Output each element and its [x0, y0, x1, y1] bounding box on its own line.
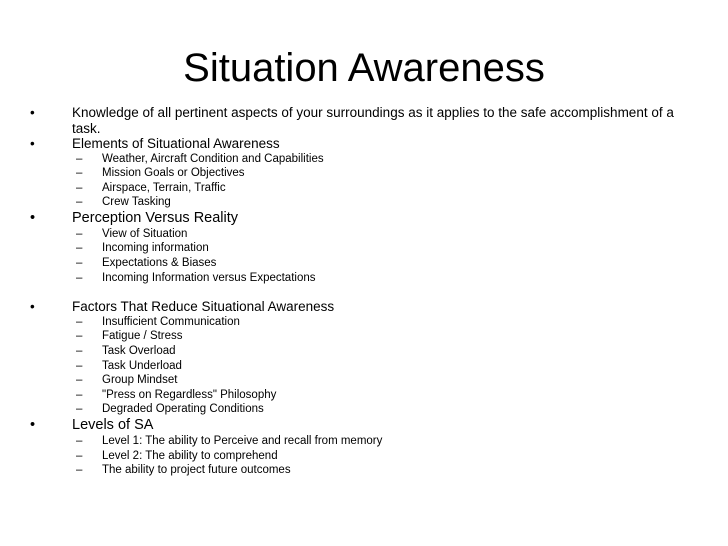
dash-icon: – [76, 344, 83, 357]
sub-bullet-text: Task Underload [102, 359, 182, 372]
sub-bullet-item [30, 359, 700, 374]
sub-bullet-item [30, 463, 700, 478]
sub-bullet-text: Incoming information [102, 242, 209, 255]
bullet-icon: • [30, 136, 35, 151]
dash-icon: – [76, 359, 83, 372]
sub-bullet-item [30, 449, 700, 464]
bullet-icon: • [30, 105, 35, 120]
dash-icon: – [76, 271, 83, 284]
dash-icon: – [76, 152, 83, 165]
bullet-item [30, 105, 700, 136]
dash-icon: – [76, 403, 83, 416]
dash-icon: – [76, 374, 83, 387]
dash-icon: – [76, 196, 83, 209]
bullet-icon: • [30, 299, 35, 315]
dash-icon: – [76, 388, 83, 401]
sub-bullet-item [30, 195, 700, 210]
sub-bullet-item [30, 388, 700, 403]
sub-bullet-item [30, 373, 700, 388]
sub-bullet-text: The ability to project future outcomes [102, 464, 291, 477]
sub-bullet-item [30, 256, 700, 271]
sub-bullet-text: Weather, Aircraft Condition and Capabilities [102, 152, 324, 165]
sub-bullet-item [30, 152, 700, 167]
sub-bullet-item [30, 166, 700, 181]
sub-bullet-item [30, 181, 700, 196]
bullet-text: Levels of SA [72, 416, 154, 433]
dash-icon: – [76, 242, 83, 255]
bullet-text: Factors That Reduce Situational Awareness [72, 299, 335, 315]
sub-bullet-item [30, 227, 700, 242]
sub-bullet-text: Level 1: The ability to Perceive and recall from memory [102, 434, 383, 447]
bullet-icon: • [30, 416, 36, 433]
sub-bullet-item [30, 402, 700, 417]
bullet-item [30, 417, 700, 434]
dash-icon: – [76, 464, 83, 477]
dash-icon: – [76, 257, 83, 270]
bullet-text: Knowledge of all pertinent aspects of your surroundings as it applies to the safe accomplishment of a task. [72, 105, 674, 136]
sub-bullet-text: Expectations & Biases [102, 257, 217, 270]
dash-icon: – [76, 167, 83, 180]
sub-bullet-text: Degraded Operating Conditions [102, 403, 264, 416]
sub-bullet-text: Group Mindset [102, 374, 178, 387]
sub-bullet-item [30, 271, 700, 286]
dash-icon: – [76, 227, 83, 240]
slide-title: Situation Awareness [183, 46, 545, 90]
bullet-item [30, 136, 700, 152]
dash-icon: – [76, 434, 83, 447]
bullet-item [30, 210, 700, 227]
bullet-icon: • [30, 209, 36, 226]
sub-bullet-item [30, 329, 700, 344]
bullet-text: Elements of Situational Awareness [72, 136, 280, 151]
sub-bullet-text: Insufficient Communication [102, 315, 240, 328]
sub-bullet-text: Fatigue / Stress [102, 330, 183, 343]
sub-bullet-item [30, 241, 700, 256]
bullet-text: Perception Versus Reality [72, 209, 239, 226]
sub-bullet-text: Task Overload [102, 344, 176, 357]
dash-icon: – [76, 449, 83, 462]
sub-bullet-text: Airspace, Terrain, Traffic [102, 181, 226, 194]
sub-bullet-text: Level 2: The ability to comprehend [102, 449, 278, 462]
bullet-item [30, 299, 700, 315]
sub-bullet-text: View of Situation [102, 227, 188, 240]
sub-bullet-text: Crew Tasking [102, 196, 171, 209]
dash-icon: – [76, 315, 83, 328]
sub-bullet-item [30, 434, 700, 449]
sub-bullet-text: "Press on Regardless" Philosophy [102, 388, 277, 401]
section-gap [30, 285, 700, 299]
dash-icon: – [76, 330, 83, 343]
sub-bullet-item [30, 344, 700, 359]
sub-bullet-text: Mission Goals or Objectives [102, 167, 245, 180]
sub-bullet-item [30, 315, 700, 330]
slide-body [30, 105, 700, 478]
sub-bullet-text: Incoming Information versus Expectations [102, 271, 316, 284]
dash-icon: – [76, 181, 83, 194]
